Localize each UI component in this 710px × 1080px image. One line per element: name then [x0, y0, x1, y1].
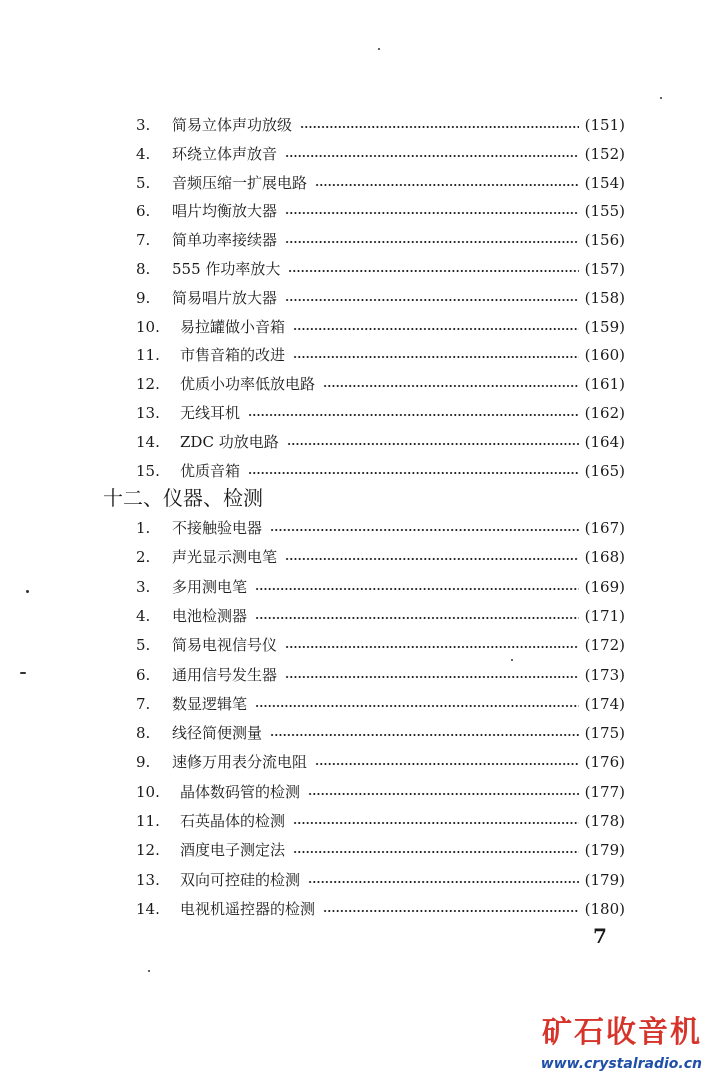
toc-entry-number: 8. — [136, 724, 151, 742]
toc-entry — [136, 719, 625, 747]
toc-entry — [136, 836, 625, 864]
toc-entry-title: 易拉罐做小音箱 — [180, 318, 286, 336]
toc-entry-number: 3. — [136, 116, 151, 134]
toc-entry — [136, 807, 625, 835]
toc-entry — [136, 370, 625, 398]
toc-entry-number: 11. — [136, 812, 160, 830]
toc-entry-title: 电视机遥控器的检测 — [180, 900, 316, 918]
toc-entry-title: 多用测电笔 — [172, 578, 248, 596]
toc-entry-leader-dots — [308, 793, 579, 795]
toc-entry-page: (171) — [584, 607, 625, 625]
toc-entry-page: (175) — [584, 724, 625, 742]
toc-entry-number: 9. — [136, 753, 151, 771]
watermark-logo — [520, 1014, 710, 1080]
toc-entry-title: 优质音箱 — [180, 462, 241, 480]
toc-entry-leader-dots — [293, 328, 579, 330]
toc-entry-page: (155) — [584, 202, 625, 220]
toc-entry-title: 电池检测器 — [172, 607, 248, 625]
toc-entry-page: (154) — [584, 174, 625, 192]
toc-entry-number: 6. — [136, 202, 151, 220]
toc-entry-page: (161) — [584, 375, 625, 393]
toc-entry-leader-dots — [255, 705, 579, 707]
toc-entry-page: (176) — [584, 753, 625, 771]
toc-entry — [136, 631, 625, 659]
toc-entry-title: ZDC 功放电路 — [180, 433, 279, 451]
toc-entry-page: (164) — [584, 433, 625, 451]
toc-entry-page: (162) — [584, 404, 625, 422]
toc-entry — [136, 778, 625, 806]
toc-entry-number: 4. — [136, 145, 151, 163]
toc-entry-title: 数显逻辑笔 — [172, 695, 248, 713]
toc-entry-number: 13. — [136, 404, 160, 422]
toc-entry-page: (152) — [584, 145, 625, 163]
toc-entry-number: 1. — [136, 519, 151, 537]
toc-entry-page: (160) — [584, 346, 625, 364]
toc-entry-number: 15. — [136, 462, 160, 480]
toc-entry-title: 酒度电子测定法 — [180, 841, 286, 859]
toc-entry-number: 10. — [136, 783, 160, 801]
toc-entry-number: 10. — [136, 318, 160, 336]
toc-entry-leader-dots — [270, 734, 579, 736]
watermark-title: 矿石收音机 — [542, 1015, 702, 1050]
toc-entry-page: (172) — [584, 636, 625, 654]
toc-entry — [136, 226, 625, 254]
toc-entry-title: 唱片均衡放大器 — [172, 202, 278, 220]
toc-entry — [136, 748, 625, 776]
toc-entry-page: (179) — [584, 871, 625, 889]
toc-entry-leader-dots — [285, 299, 579, 301]
toc-entry-leader-dots — [255, 588, 579, 590]
toc-entry-number: 5. — [136, 174, 151, 192]
toc-entry — [136, 602, 625, 630]
toc-entry-number: 11. — [136, 346, 160, 364]
toc-entry-leader-dots — [285, 558, 579, 560]
toc-entry-leader-dots — [315, 184, 579, 186]
toc-entry — [136, 341, 625, 369]
toc-entry — [136, 111, 625, 139]
toc-entry-leader-dots — [248, 414, 579, 416]
toc-entry-title: 双向可控硅的检测 — [180, 871, 301, 889]
toc-entry-page: (174) — [584, 695, 625, 713]
toc-entry-leader-dots — [288, 270, 579, 272]
toc-entry-page: (167) — [584, 519, 625, 537]
toc-entry — [136, 428, 625, 456]
toc-entry-title: 简单功率接续器 — [172, 231, 278, 249]
toc-entry-leader-dots — [285, 241, 579, 243]
toc-entry-page: (169) — [584, 578, 625, 596]
toc-entry-number: 4. — [136, 607, 151, 625]
toc-entry-number: 14. — [136, 900, 160, 918]
toc-entry-leader-dots — [323, 910, 579, 912]
toc-entry-leader-dots — [293, 356, 579, 358]
toc-entry-page: (158) — [584, 289, 625, 307]
toc-entry — [136, 543, 625, 571]
toc-entry-page: (177) — [584, 783, 625, 801]
toc-entry-title: 555 作功率放大 — [172, 260, 281, 278]
toc-entry-leader-dots — [308, 881, 579, 883]
toc-entry-title: 线径简便测量 — [172, 724, 263, 742]
toc-entry-page: (159) — [584, 318, 625, 336]
toc-entry — [136, 866, 625, 894]
toc-entry — [136, 197, 625, 225]
toc-entry-leader-dots — [255, 617, 579, 619]
toc-entry-number: 12. — [136, 841, 160, 859]
toc-entry — [136, 255, 625, 283]
toc-entry-title: 晶体数码管的检测 — [180, 783, 301, 801]
toc-entry — [136, 661, 625, 689]
toc-entry — [136, 573, 625, 601]
toc-entry-title: 简易立体声功放级 — [172, 116, 293, 134]
toc-entry-leader-dots — [285, 155, 579, 157]
toc-entry-title: 音频压缩一扩展电路 — [172, 174, 308, 192]
toc-entry — [136, 313, 625, 341]
toc-entry-number: 2. — [136, 548, 151, 566]
toc-entry-title: 优质小功率低放电路 — [180, 375, 316, 393]
toc-entry-number: 8. — [136, 260, 151, 278]
toc-entry-page: (173) — [584, 666, 625, 684]
toc-entry-title: 通用信号发生器 — [172, 666, 278, 684]
toc-entry-leader-dots — [300, 126, 579, 128]
toc-entry-page: (179) — [584, 841, 625, 859]
toc-entry — [136, 284, 625, 312]
toc-entry-number: 14. — [136, 433, 160, 451]
toc-entry — [136, 140, 625, 168]
page-number: 7 — [593, 924, 607, 948]
toc-entry — [136, 895, 625, 923]
toc-entry-page: (165) — [584, 462, 625, 480]
toc-entry-leader-dots — [315, 763, 579, 765]
toc-entry — [136, 457, 625, 485]
toc-entry-page: (180) — [584, 900, 625, 918]
toc-entry-number: 5. — [136, 636, 151, 654]
toc-entry-leader-dots — [285, 646, 579, 648]
section-heading: 十二、仪器、检测 — [103, 486, 263, 510]
toc-entry-number: 7. — [136, 695, 151, 713]
toc-entry-number: 12. — [136, 375, 160, 393]
toc-entry-page: (178) — [584, 812, 625, 830]
toc-entry-leader-dots — [293, 822, 579, 824]
watermark-url: www.crystalradio.cn — [540, 1056, 702, 1072]
toc-entry-title: 环绕立体声放音 — [172, 145, 278, 163]
toc-entry-title: 石英晶体的检测 — [180, 812, 286, 830]
toc-entry-title: 声光显示测电笔 — [172, 548, 278, 566]
toc-entry-title: 不接触验电器 — [172, 519, 263, 537]
toc-entry-leader-dots — [248, 472, 579, 474]
toc-entry-title: 简易电视信号仪 — [172, 636, 278, 654]
toc-entry-leader-dots — [293, 851, 579, 853]
toc-entry-page: (157) — [584, 260, 625, 278]
toc-entry-number: 7. — [136, 231, 151, 249]
toc-entry-leader-dots — [285, 212, 579, 214]
toc-entry-leader-dots — [323, 385, 579, 387]
toc-entry-page: (168) — [584, 548, 625, 566]
toc-entry — [136, 399, 625, 427]
toc-entry-page: (156) — [584, 231, 625, 249]
toc-entry-leader-dots — [287, 443, 579, 445]
toc-entry-page: (151) — [584, 116, 625, 134]
toc-entry-title: 市售音箱的改进 — [180, 346, 286, 364]
toc-entry-leader-dots — [285, 676, 579, 678]
toc-entry-leader-dots — [270, 529, 579, 531]
toc-entry-title: 简易唱片放大器 — [172, 289, 278, 307]
toc-entry-number: 9. — [136, 289, 151, 307]
toc-entry-number: 3. — [136, 578, 151, 596]
toc-entry — [136, 514, 625, 542]
toc-entry — [136, 169, 625, 197]
toc-entry-title: 速修万用表分流电阻 — [172, 753, 308, 771]
toc-entry-title: 无线耳机 — [180, 404, 241, 422]
toc-entry — [136, 690, 625, 718]
toc-entry-number: 13. — [136, 871, 160, 889]
toc-entry-number: 6. — [136, 666, 151, 684]
